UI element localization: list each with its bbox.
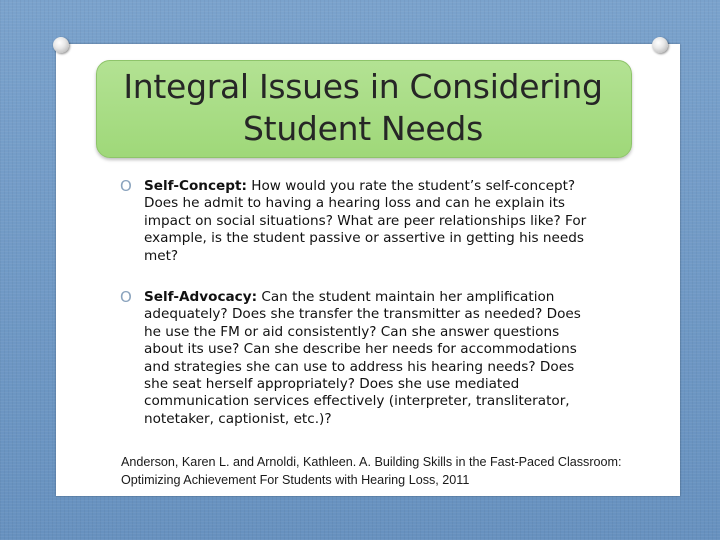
pushpin-icon — [652, 37, 668, 53]
bullet-term: Self-Advocacy: — [144, 289, 258, 305]
bullet-body: How would you rate the student’s self-concept? Does he admit to having a hearing loss and can he explain its impact on social situations? What are peer relationships like? For example, is the student passive or assertive in getting his needs met? — [144, 178, 587, 264]
bullet-text — [144, 289, 590, 428]
citation: Anderson, Karen L. and Arnoldi, Kathleen. A. Building Skills in the Fast-Paced Classroom: Optimizing Achievement For Students with Hearing Loss, 2011 — [121, 455, 622, 487]
slide-title: Integral Issues in Considering Student Needs — [123, 67, 603, 148]
bullet-body: Can the student maintain her amplification adequately? Does she transfer the transmitter as needed? Does he use the FM or aid consistently? Can she answer questions about its use? Can she describe her needs for accommodations and strategies she can use to address his hearing needs? Does she seat herself appropriately? Does she use mediated communication services effectively (interpreter, transliterator, notetaker, captionist, etc.)? — [144, 289, 581, 427]
bullet-self-concept — [120, 178, 590, 265]
bullet-term: Self-Concept: — [144, 178, 247, 194]
bullet-text — [144, 178, 590, 265]
bullet-marker-icon: O — [120, 288, 132, 306]
bullet-marker-icon: O — [120, 177, 132, 195]
bullet-self-advocacy — [120, 289, 590, 428]
pushpin-icon — [53, 37, 69, 53]
